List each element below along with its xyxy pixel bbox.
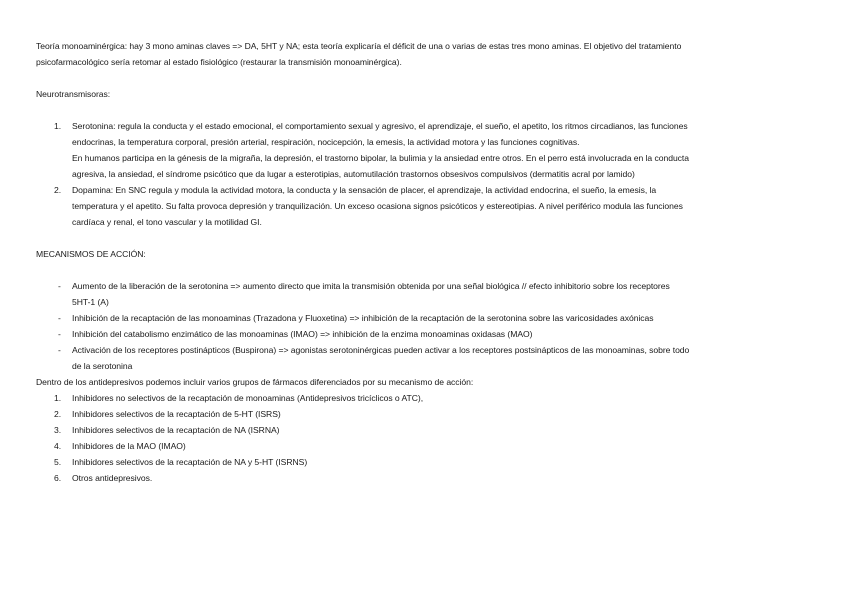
list-text: Otros antidepresivos.	[72, 473, 153, 483]
list-marker: -	[58, 345, 61, 355]
list-marker: 1.	[54, 121, 62, 131]
list-line: Inhibición de la recaptación de las monoaminas (Trazadona y Fluoxetina) => inhibición de la recaptación de la serotonina sobre las varicosidades axónicas	[72, 313, 654, 323]
list-item-serotonina	[36, 118, 816, 182]
list-item	[36, 310, 816, 326]
list-line: de la serotonina	[72, 361, 133, 371]
list-line: endocrinas, la temperatura corporal, presión arterial, respiración, nocicepción, la emesis, la actividad motora y las funciones cognitivas.	[72, 137, 580, 147]
antidepressants-intro: Dentro de los antidepresivos podemos incluir varios grupos de fármacos diferenciados por su mecanismo de acción:	[36, 377, 474, 387]
list-item	[36, 326, 816, 342]
list-line: Inhibición del catabolismo enzimático de las monoaminas (IMAO) => inhibición de la enzima monoaminas oxidasas (MAO)	[72, 329, 533, 339]
antidepressants-list	[36, 390, 816, 486]
list-line: Activación de los receptores postinápticos (Buspirona) => agonistas serotoninérgicas pueden activar a los receptores postsinápticos de las monoaminas, sobre todo	[72, 345, 690, 355]
document-page	[36, 38, 816, 486]
list-item	[36, 422, 816, 438]
intro-line: psicofarmacológico sería retomar al estado fisiológico (restaurar la transmisión monoaminérgica).	[36, 57, 402, 67]
list-marker: 2.	[54, 409, 62, 419]
list-text: Inhibidores selectivos de la recaptación de NA y 5-HT (ISRNS)	[72, 457, 308, 467]
neurotransmitters-heading: Neurotransmisoras:	[36, 89, 111, 99]
list-line: temperatura y el apetito. Su falta provoca depresión y tranquilización. Un exceso ocasiona signos psicóticos y estereotipias. A nivel periférico modula las funciones	[72, 201, 683, 211]
neurotransmitters-list	[36, 118, 816, 230]
list-text: Inhibidores selectivos de la recaptación de 5-HT (ISRS)	[72, 409, 281, 419]
list-item	[36, 438, 816, 454]
list-marker: 4.	[54, 441, 62, 451]
list-marker: 5.	[54, 457, 62, 467]
list-item	[36, 454, 816, 470]
list-item	[36, 406, 816, 422]
list-text: Inhibidores selectivos de la recaptación de NA (ISRNA)	[72, 425, 280, 435]
list-marker: 3.	[54, 425, 62, 435]
intro-paragraph	[36, 38, 816, 70]
list-line: Serotonina: regula la conducta y el estado emocional, el comportamiento sexual y agresivo, el aprendizaje, el sueño, el apetito, los ritmos circadianos, las funciones	[72, 121, 688, 131]
list-text: Inhibidores no selectivos de la recaptación de monoaminas (Antidepresivos tricíclicos o ATC),	[72, 393, 424, 403]
list-item	[36, 470, 816, 486]
list-marker: 6.	[54, 473, 62, 483]
list-item	[36, 278, 816, 310]
list-line: agresiva, la ansiedad, el síndrome psicótico que da lugar a esterotipias, automutilación trastornos obsesivos compulsivos (dermatitis acral por lamido)	[72, 169, 635, 179]
intro-line: Teoría monoaminérgica: hay 3 mono aminas claves => DA, 5HT y NA; esta teoría explicaría el déficit de una o varias de estas tres mono aminas. El objetivo del tratamiento	[36, 41, 682, 51]
list-marker: 1.	[54, 393, 62, 403]
list-line: 5HT-1 (A)	[72, 297, 109, 307]
list-line: cardíaca y renal, el tono vascular y la motilidad GI.	[72, 217, 262, 227]
mechanisms-list	[36, 278, 816, 374]
list-line: En humanos participa en la génesis de la migraña, la depresión, el trastorno bipolar, la bulimia y la ansiedad entre otros. En el perro está involucrada en la conducta	[72, 153, 689, 163]
list-text: Inhibidores de la MAO (IMAO)	[72, 441, 186, 451]
list-item	[36, 390, 816, 406]
list-item	[36, 342, 816, 374]
list-marker: -	[58, 313, 61, 323]
list-line: Aumento de la liberación de la serotonina => aumento directo que imita la transmisión obtenida por una señal biológica // efecto inhibitorio sobre los receptores	[72, 281, 670, 291]
mechanisms-heading: MECANISMOS DE ACCIÓN:	[36, 249, 146, 259]
list-line: Dopamina: En SNC regula y modula la actividad motora, la conducta y la sensación de placer, el aprendizaje, la actividad endocrina, el sueño, la emesis, la	[72, 185, 657, 195]
list-item-dopamina	[36, 182, 816, 230]
list-marker: 2.	[54, 185, 62, 195]
list-marker: -	[58, 281, 61, 291]
list-marker: -	[58, 329, 61, 339]
